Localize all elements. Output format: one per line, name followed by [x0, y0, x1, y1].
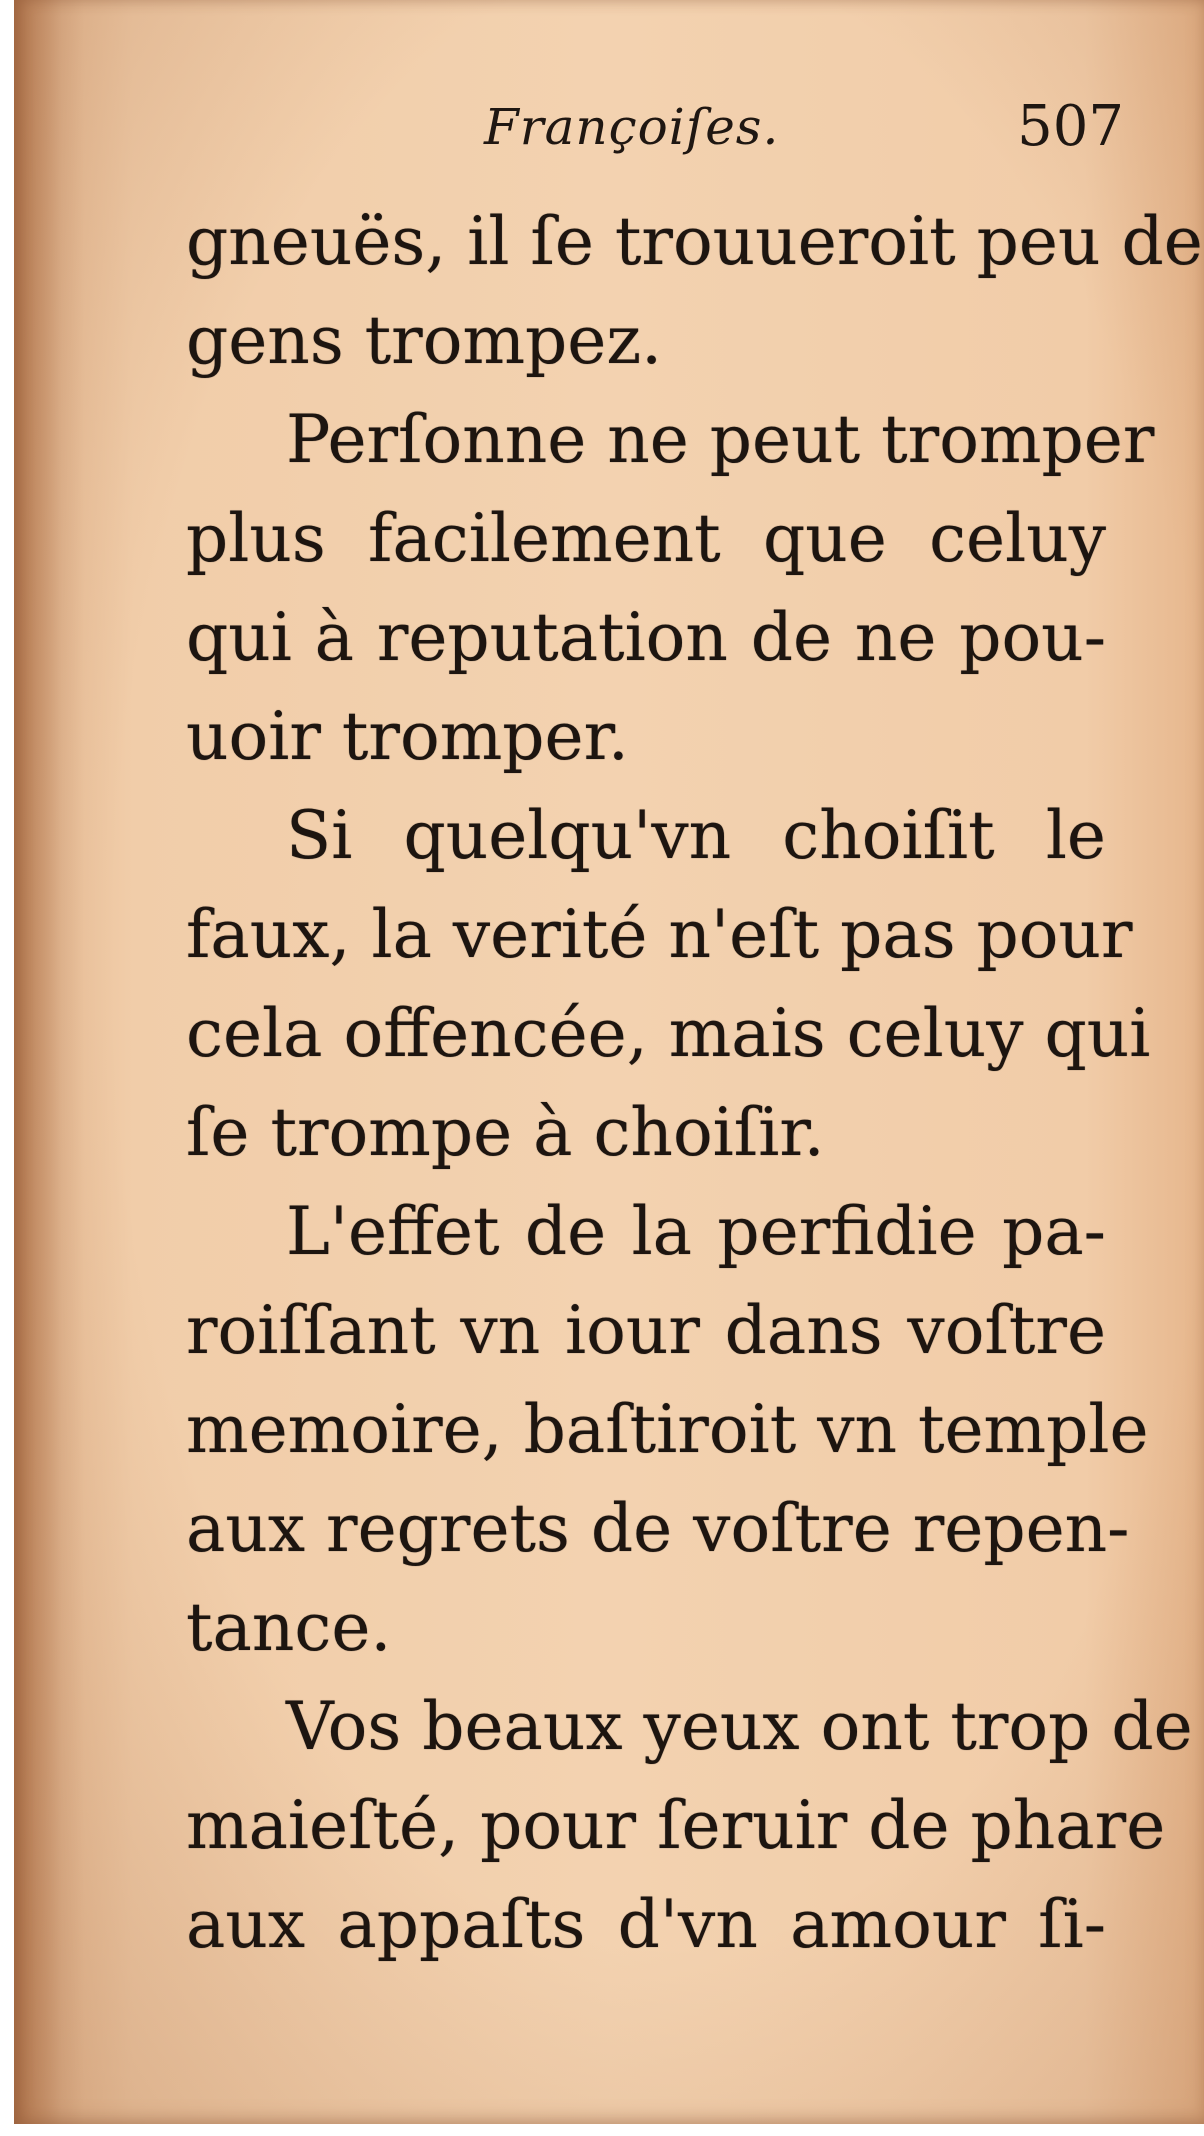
text-line: Perſonne ne peut tromper	[286, 401, 1155, 478]
text-line: ſe trompe à choiſir.	[186, 1094, 825, 1171]
text-line: gneuës, il ſe trouueroit peu de	[186, 203, 1203, 280]
text-line: cela offencée, mais celuy qui	[186, 995, 1151, 1072]
text-line: qui à reputation de ne pou-	[186, 599, 1106, 676]
text-line: plus facilement que celuy	[186, 500, 1106, 577]
page-number: 507	[1017, 94, 1124, 159]
running-title: Françoiſes.	[484, 98, 780, 156]
page-body-text	[186, 192, 1203, 1974]
page-edge-shadow	[14, 0, 84, 2124]
text-line: aux regrets de voſtre repen-	[186, 1490, 1130, 1567]
text-line: Vos beaux yeux ont trop de	[286, 1688, 1193, 1765]
page-header	[484, 92, 1124, 172]
text-line: faux, la verité n'eſt pas pour	[186, 896, 1133, 973]
text-line: roiſſant vn iour dans voſtre	[186, 1292, 1106, 1369]
text-line: uoir tromper.	[186, 698, 629, 775]
text-line: Si quelqu'vn choiſit le	[286, 797, 1106, 874]
text-line: memoire, baſtiroit vn temple	[186, 1391, 1149, 1468]
text-line: maieſté, pour ſeruir de phare	[186, 1787, 1166, 1864]
text-line: gens trompez.	[186, 302, 663, 379]
text-line: L'effet de la perfidie pa-	[286, 1193, 1106, 1270]
book-page	[14, 0, 1204, 2124]
text-line: tance.	[186, 1589, 392, 1666]
text-line: aux appaſts d'vn amour ſi-	[186, 1886, 1106, 1963]
